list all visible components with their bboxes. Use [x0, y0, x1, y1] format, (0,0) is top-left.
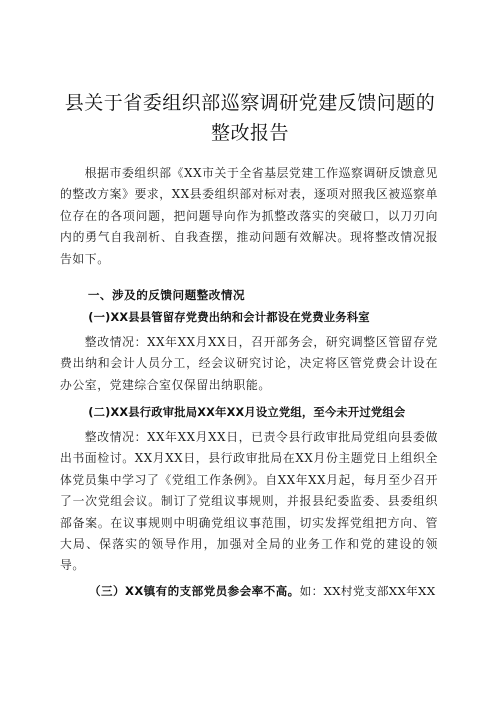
intro-paragraph: 根据市委组织部《XX市关于全省基层党建工作巡察调研反馈意见的整改方案》要求，XX县委组织部对标对表，逐项对照我区被巡察单位存在的各项问题，把问题导向作为抓整改落实的突破口，以刀刃向内的勇气自我剖析、自我查摆，推动问题有效解决。现将整改情况报告如下。	[60, 166, 438, 266]
document-title: 县关于省委组织部巡察调研党建反馈问题的整改报告	[64, 92, 436, 144]
item-3-body-start: 如：XX村党支部XX年XX	[299, 584, 436, 598]
item-heading-3: （三）XX镇有的支部党员参会率不高。	[89, 584, 300, 598]
section-heading-1: 一、涉及的反馈问题整改情况	[87, 288, 246, 302]
item-1-body: 整改情况：XX年XX月XX日，召开部务会，研究调整区管留存党费出纳和会计人员分工，经会议研究讨论，决定将区管党费会计设在办公室，党建综合室仅保留出纳职能。	[60, 335, 438, 392]
item-2-body: 整改情况：XX年XX月XX日，已责令县行政审批局党组向县委做出书面检讨。XX月XX日，县行政审批局在XX月份主题党日上组织全体党员集中学习了《党组工作条例》。自XX年XX月起，每月至少召开了一次党组会议。制订了党组议事规则，并报县纪委监委、县委组织部备案。在议事规则中明确党组议事范围，切实发挥党组把方向、管大局、保落实的领导作用，加强对全局的业务工作和党的建设的领导。	[60, 430, 438, 573]
item-heading-1: (一)XX县县管留存党费出纳和会计都设在党费业务科室	[88, 311, 370, 324]
item-heading-3-line	[60, 580, 440, 602]
item-heading-2: (二)XX县行政审批局XX年XX月设立党组，至今未开过党组会	[88, 406, 406, 419]
